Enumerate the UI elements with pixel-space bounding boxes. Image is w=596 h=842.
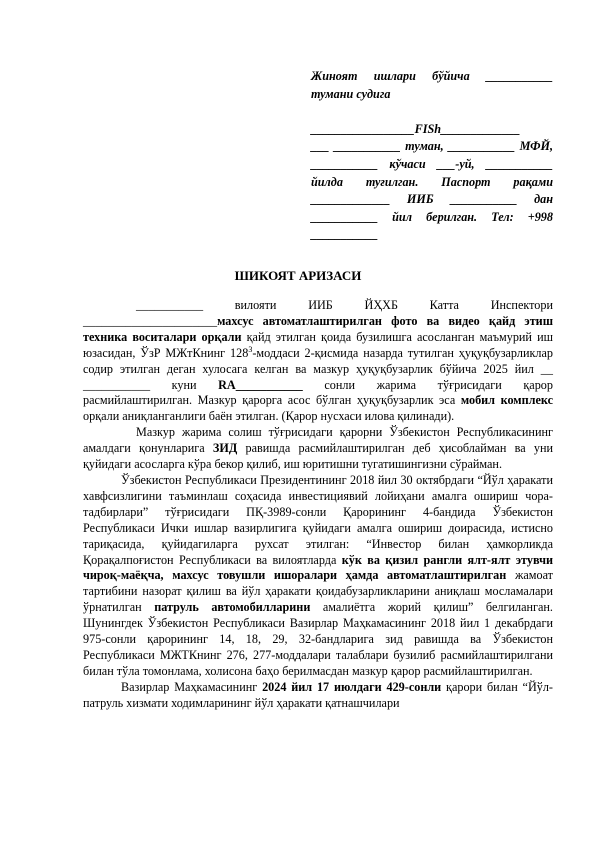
p3-bold-patrol-cars: патруль автомобилларини — [154, 600, 311, 615]
paragraph-2 — [83, 425, 553, 473]
p1-text-h: орқали аниқланганлиги баён этилган. (Қарор нусхаси илова қилинади). — [83, 409, 455, 424]
p3-bold-signals: кўк ва қизил рангли ялт-ялт этувчи чироқ-маёқча, махсус товушли ишоралари ҳамда автоматлаштирилган — [83, 552, 553, 583]
p2-bold-contrary: ЗИД — [212, 441, 238, 456]
addressee-block — [311, 68, 553, 244]
p1-text-c: қайд этилган қоида бузилишга асосланган маъмурий иш юзасидан, ЎзР МЖтКнинг 128 — [83, 329, 553, 360]
p1-text-a: ___________ вилояти ИИБ ЙҲХБ Катта Инспектори ______________________ — [83, 298, 553, 328]
applicant-name-line: _________________FISh_____________ — [311, 121, 521, 136]
p4-text-a: Вазирлар Маҳкамасининг — [121, 679, 263, 694]
p1-superscript: 3 — [248, 344, 253, 354]
applicant-details: ___ ___________ туман, ___________ МФЙ, ___________ кўчаси ___-уй, ___________ йилда туғилган. Паспорт рақами _____________ ИИБ ___________ дан ___________ йил берилган. Тел: +998 ___________ — [311, 139, 553, 242]
paragraph-1 — [83, 298, 553, 425]
p1-bold-mobile-complex: мобил комплекс — [460, 393, 554, 408]
court-addressee: Жиноят ишлари бўйича ___________ тумани судига — [311, 69, 553, 101]
p2-text-c: равишда расмийлаштирилган деб ҳисоблайман ва уни қуйидаги асосларга кўра бекор қилиб, иш юритишни тугатишингизни сўрайман. — [83, 441, 554, 472]
p1-text-f: сонли жарима тўғрисидаги қарор расмийлаштирилган. Мазкур қарорга асос бўлган ҳуқуқбузарлик эса — [83, 377, 553, 408]
document-title: ШИКОЯТ АРИЗАСИ — [234, 268, 362, 283]
p4-text-c: қарори билан “Йўл-патруль хизмати ходимларининг йўл ҳаракати қатнашчилари — [83, 679, 553, 710]
p3-text-e: амалиётга жорий қилиш” белгиланган. Шунингдек Ўзбекистон Республикаси Вазирлар Маҳкамасининг 2018 йил 1 декабрдаги 975-сонли қарорининг 14, 18, 29, 32-бандларига зид равишда ва Ўзбекистон Республикаси МЖТКнинг 276, 277-моддалари талаблари бузилиб расмийлаштирилгани билан тўла томонлама, холисона баҳо берилмасдан мазкур қарор расмийлаштирилган. — [83, 600, 553, 678]
p3-text-c: жамоат тартибини назорат қилиш ва йўл ҳаракати қоидабузарликларини аниқлаш мосламалари ўрнатилган — [83, 568, 553, 615]
p2-text-a: Мазкур жарима солиш тўғрисидаги қарорни Ўзбекистон Республикасининг амалдаги қонунларига — [83, 425, 553, 456]
paragraph-4 — [83, 680, 553, 712]
p3-text-a: Ўзбекистон Республикаси Президентининг 2018 йил 30 октябрдаги “Йўл ҳаракати хавфсизлигини таъминлаш соҳасида инвестициявий лойиҳани амалга ошириш чора-тадбирлари” тўғрисидаги ПҚ-3989-сонли Қарорининг 4-бандида Ўзбекистон Республикаси Ички ишлар вазирлигига қуйидаги амалга ошириш доирасида, истисно тариқасида, қуйидагиларга рухсат этилган: “Инвестор билан ҳамкорликда Қорақалпоғистон Республикаси ва вилоятларда — [83, 472, 553, 567]
p1-text-d: -моддаси 2-қисмида назарда тутилган ҳуқуқбузарликлар содир этилган деган хулосага келган ва мазкур ҳуқуқбузарлик бўйича 2025 йил __ ___________ куни — [83, 345, 553, 392]
complaint-body — [83, 298, 553, 712]
p1-bold-decision-number: RA___________ — [218, 377, 303, 392]
paragraph-3 — [83, 473, 553, 680]
p4-bold-resolution-date: 2024 йил 17 июлдаги 429-сонли — [262, 679, 442, 694]
p1-bold-equipment: махсус автоматлаштирилган фото ва видео қайд этиш техника воситалари орқали — [83, 313, 553, 344]
